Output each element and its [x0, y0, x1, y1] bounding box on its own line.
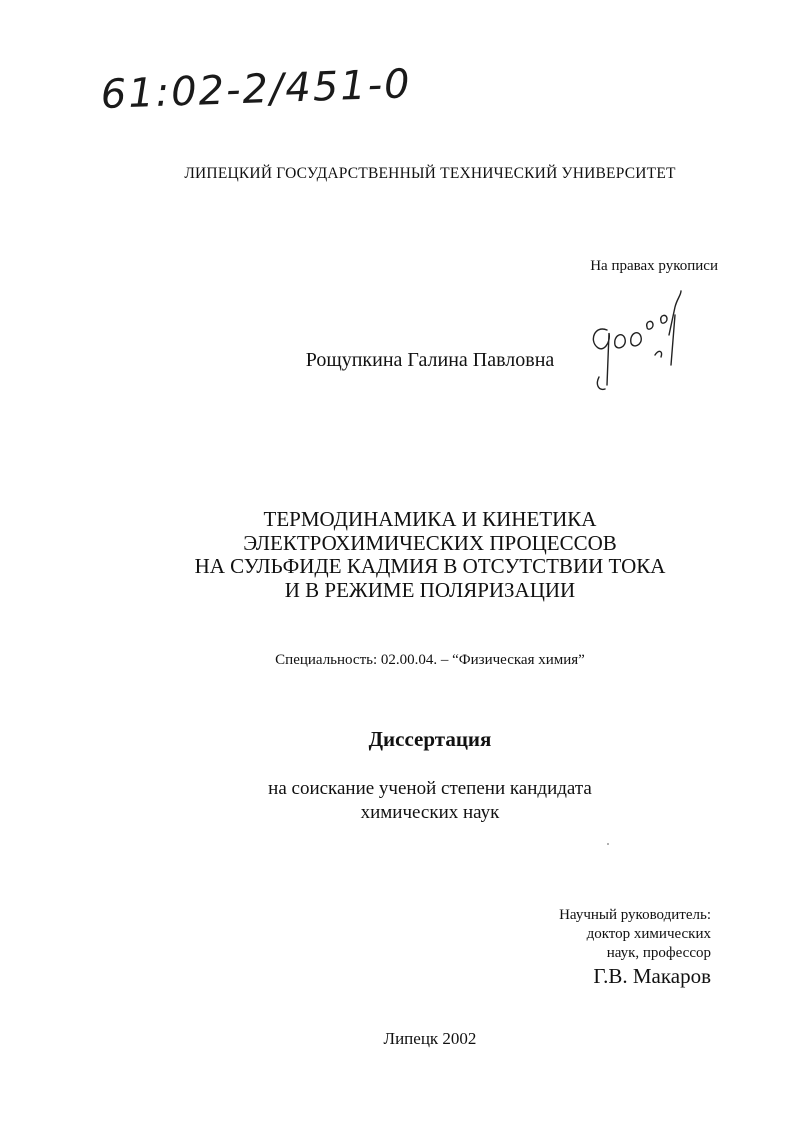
- supervisor-block: [559, 906, 711, 990]
- title-line: ЭЛЕКТРОХИМИЧЕСКИХ ПРОЦЕССОВ: [243, 530, 617, 555]
- specialty: Специальность: 02.00.04. – “Физическая химия”: [275, 652, 585, 668]
- scan-speck: [607, 843, 609, 845]
- document-type: Диссертация: [368, 727, 492, 751]
- author-name: Рощупкина Галина Павловна: [305, 349, 555, 371]
- degree-line: химических наук: [360, 802, 500, 823]
- dissertation-title: [0, 508, 793, 602]
- supervisor-title: наук, профессор: [606, 945, 711, 961]
- degree-statement: [0, 777, 793, 825]
- supervisor-name: Г.В. Макаров: [593, 964, 711, 988]
- title-line: ТЕРМОДИНАМИКА И КИНЕТИКА: [263, 507, 597, 531]
- title-line: И В РЕЖИМЕ ПОЛЯРИЗАЦИИ: [284, 577, 576, 602]
- archive-code: 61:02-2/451-0: [100, 61, 413, 118]
- supervisor-label: Научный руководитель:: [559, 907, 711, 923]
- signature-icon: [585, 285, 705, 395]
- university-name: ЛИПЕЦКИЙ ГОСУДАРСТВЕННЫЙ ТЕХНИЧЕСКИЙ УНИВЕРСИТЕТ: [184, 165, 676, 182]
- degree-line: на соискание ученой степени кандидата: [268, 778, 592, 799]
- supervisor-degree: доктор химических: [586, 926, 711, 942]
- title-line: НА СУЛЬФИДЕ КАДМИЯ В ОТСУТСТВИИ ТОКА: [194, 554, 666, 578]
- rights-note: На правах рукописи: [590, 258, 718, 274]
- city-year: Липецк 2002: [383, 1029, 477, 1048]
